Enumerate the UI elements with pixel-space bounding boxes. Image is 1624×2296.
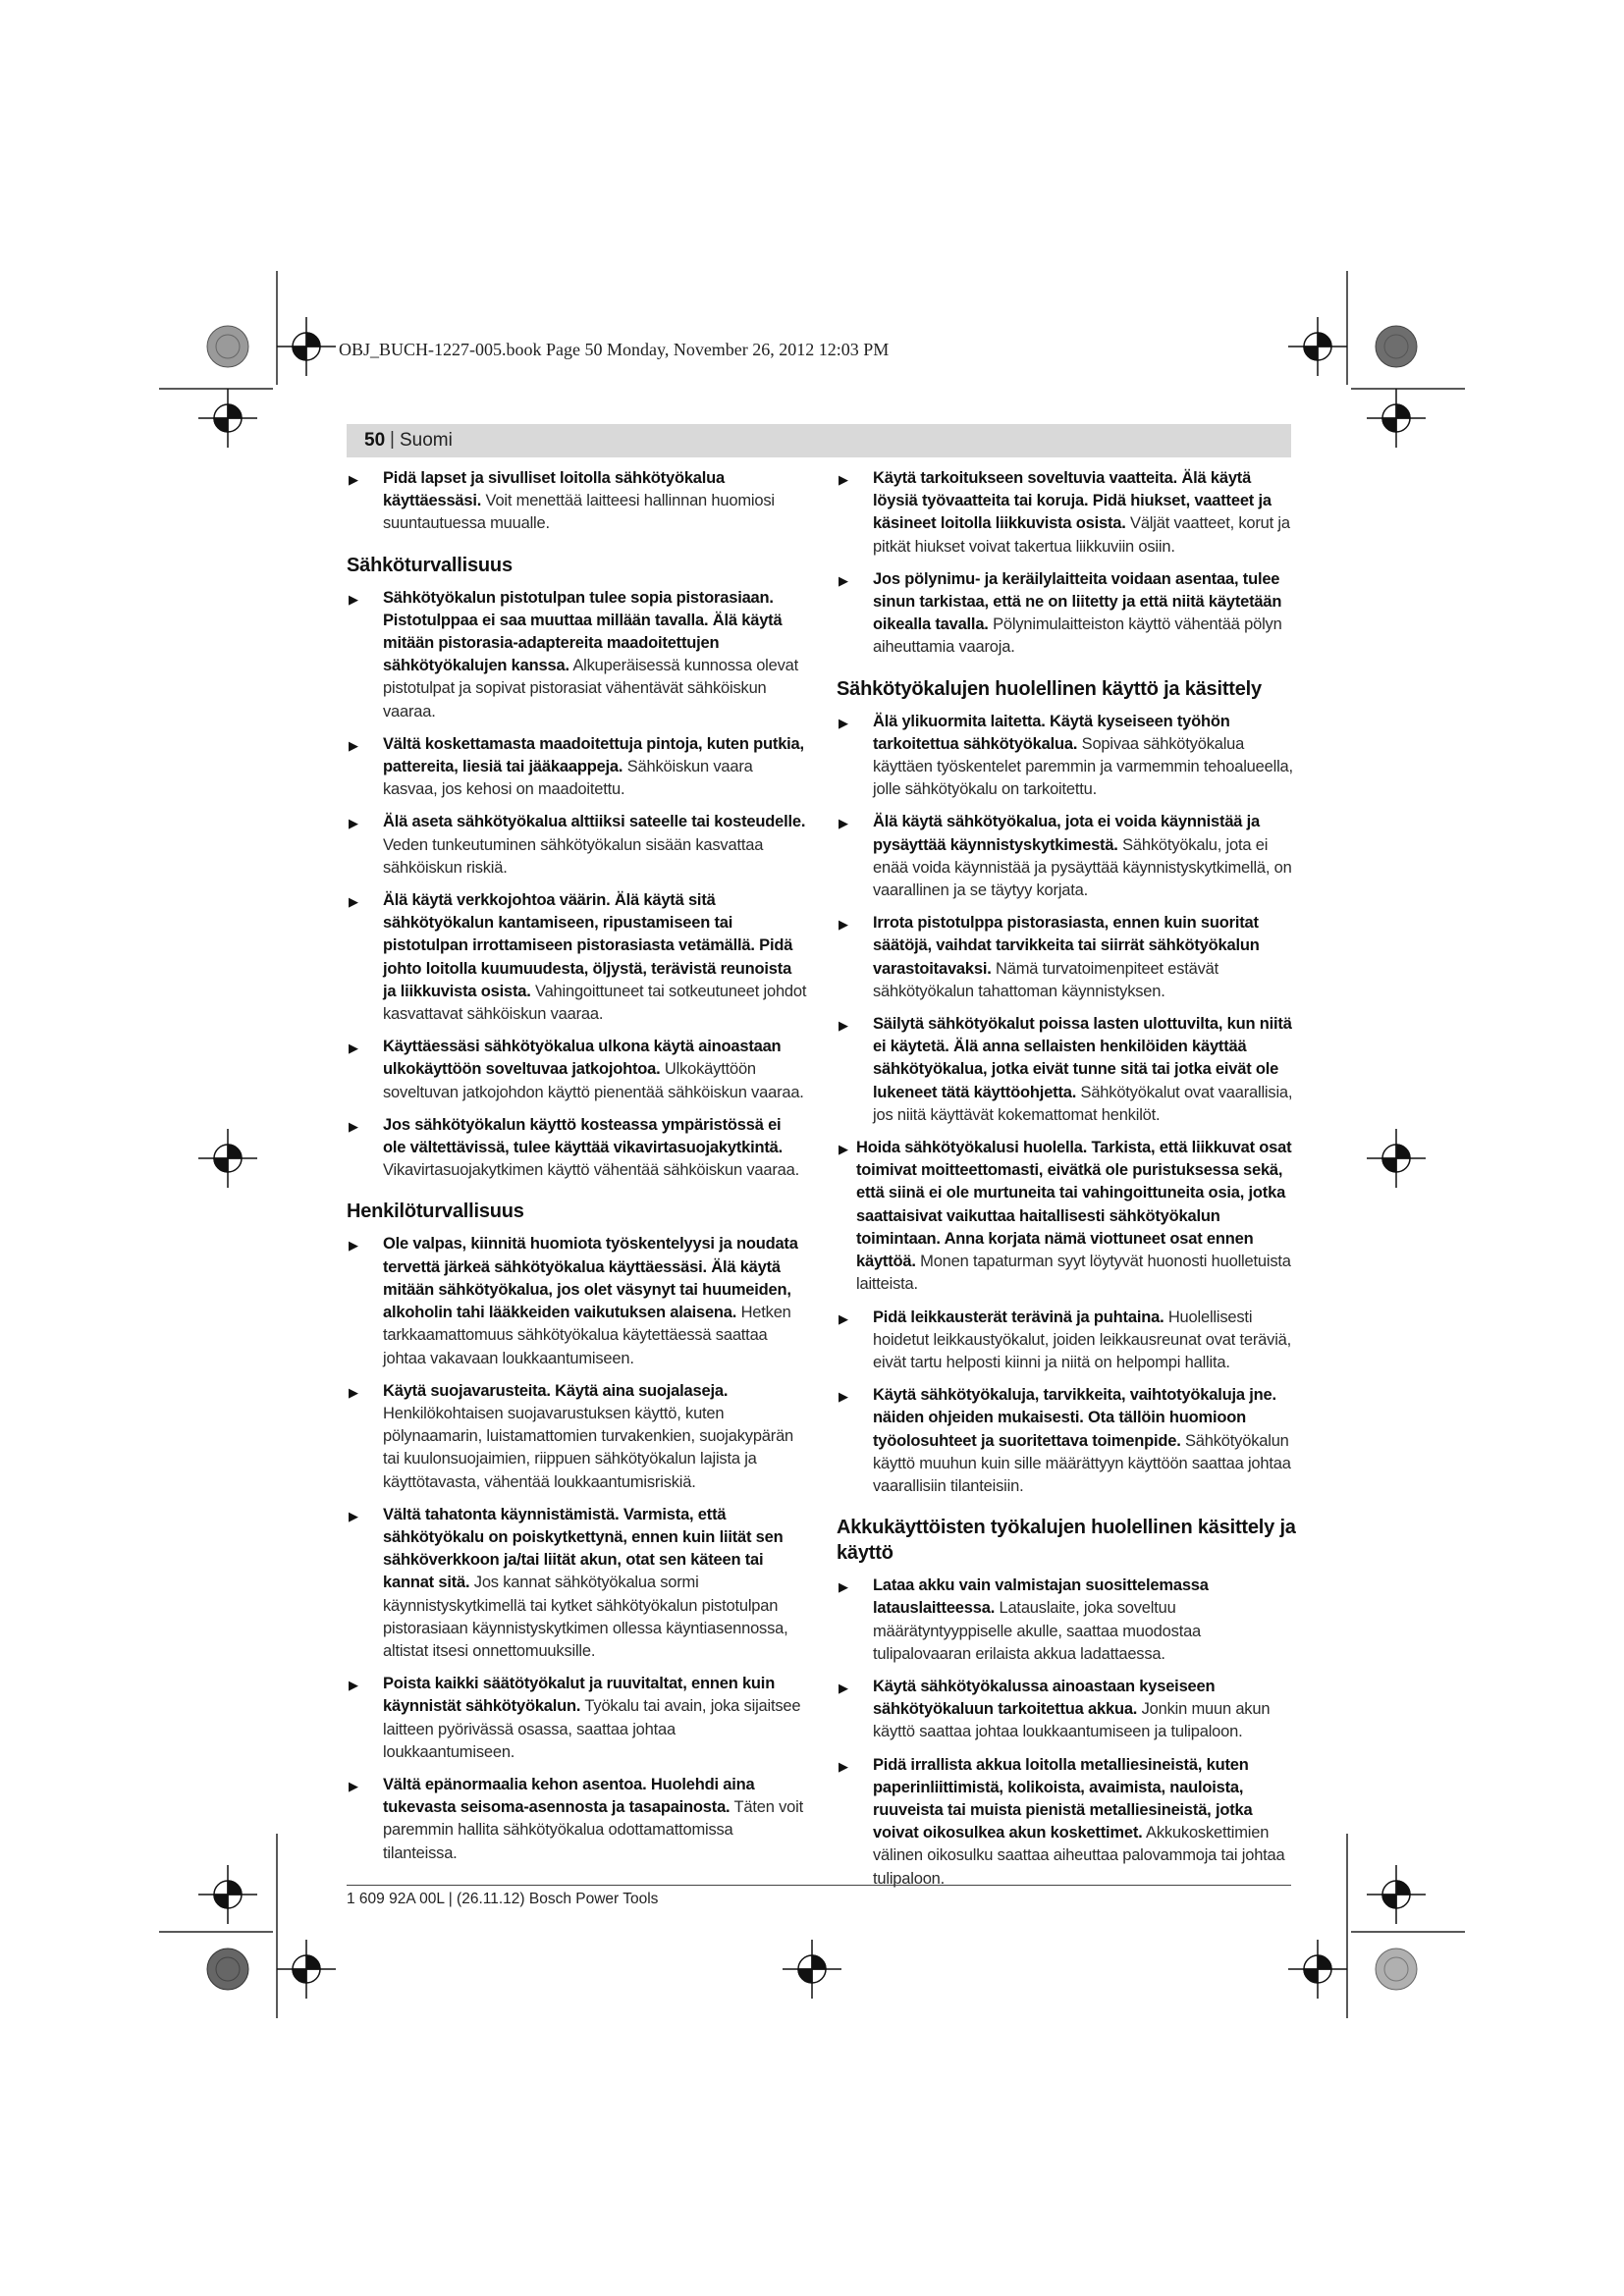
- list-item: ▶ Jos pölynimu- ja keräilylaitteita voidaan asentaa, tulee sinun tarkistaa, että ne on liitetty ja että niitä käytetään oikealla tavalla. Pölynimulaitteiston käyttö vähentää pölyn aiheuttamia vaaroja.: [839, 569, 1282, 657]
- list-item: ▶ Sähkötyökalun pistotulpan tulee sopia pistorasiaan. Pistotulppaa ei saa muuttaa millään tavalla. Älä käytä mitään pistorasia-adaptereita maadoitettujen sähkötyökalujen kanssa. Alkuperäisessä kunnossa olevat pistotulpat ja sopivat pistorasiat vähentävät sähköiskun vaaraa.: [349, 588, 799, 721]
- list-item: ▶ Älä käytä verkkojohtoa väärin. Älä käytä sitä sähkötyökalun kantamiseen, ripustamiseen tai pistotulpan irrottamiseen pistorasiasta vetämällä. Pidä johto loitolla kuumuudesta, öljystä, terävistä reunoista ja liikkuvista osista. Vahingoittuneet tai sotkeutuneet johdot kasvattavat sähköiskun vaaraa.: [349, 891, 807, 1024]
- print-slug: OBJ_BUCH-1227-005.book Page 50 Monday, November 26, 2012 12:03 PM: [339, 340, 890, 359]
- list-item: ▶ Hoida sähkötyökalusi huolella. Tarkista, että liikkuvat osat toimivat moitteettomasti, eivätkä ole puristuksessa sekä, että siinä ei ole murtuneita tai vahingoittuneita osia, jotka saattaisivat vaikuttaa haitallisesti sähkötyökalun toimintaan. Anna korjata nämä viottuneet osat ennen käyttöä. Monen tapaturman syyt löytyvät huonosti huolletuista laitteista.: [839, 1139, 1292, 1294]
- list-item: ▶ Pidä lapset ja sivulliset loitolla sähkötyökalua käyttäessäsi. Voit menettää laitteesi hallinnan huomiosi suuntautuessa muualle.: [349, 469, 775, 533]
- bullet-triangle-icon: ▶: [839, 917, 848, 933]
- footer-divider: [347, 1885, 1291, 1886]
- list-item: ▶ Vältä tahatonta käynnistämistä. Varmista, että sähkötyökalu on poiskytkettynä, ennen kuin liität sen sähköverkkoon ja/tai liität akun, otat sen käteen tai kannat sitä. Jos kannat sähkötyökalua sormi käynnistyskytkimellä tai kytket sähkötyökalun pistotulpan pistorasiaan käynnistyskytkimen ollessa käyntiasennossa, altistat itsesi onnettomuuksille.: [349, 1505, 788, 1660]
- list-item: ▶ Vältä epänormaalia kehon asentoa. Huolehdi aina tukevasta seisoma-asennosta ja tasapainosta. Täten voit paremmin hallita sähkötyökalua odottamattomissa tilanteissa.: [349, 1775, 804, 1862]
- list-item: ▶ Jos sähkötyökalun käyttö kosteassa ympäristössä ei ole vältettävissä, tulee käyttää vikavirtasuojakytkintä. Vikavirtasuojakytkimen käyttö vähentää sähköiskun vaaraa.: [349, 1115, 799, 1180]
- bullet-triangle-icon: ▶: [349, 1238, 358, 1254]
- bullet-triangle-icon: ▶: [349, 1384, 358, 1400]
- section-heading: Henkilöturvallisuus: [347, 1201, 524, 1223]
- list-item: ▶ Älä käytä sähkötyökalua, jota ei voida käynnistää ja pysäyttää käynnistyskytkimestä. Sähkötyökalu, jota ei enää voida käynnistää ja pysäyttää käynnistyskytkimellä, on vaarallinen ja se täytyy korjata.: [839, 813, 1292, 900]
- section-heading: Sähköturvallisuus: [347, 554, 513, 576]
- bullet-triangle-icon: ▶: [349, 472, 358, 487]
- bullet-triangle-icon: ▶: [839, 1018, 848, 1034]
- list-item: ▶ Pidä leikkausterät terävinä ja puhtaina. Huolellisesti hoidetut leikkaustyökalut, joiden leikkausreunat ovat teräviä, eivät tartu helposti kiinni ja niitä on helpompi hallita.: [839, 1308, 1292, 1371]
- left-column: [347, 467, 808, 1875]
- list-item: ▶ Käytä sähkötyökaluja, tarvikkeita, vaihtotyökaluja jne. näiden ohjeiden mukaisesti. Ota tällöin huomioon työolosuhteet ja suoritettava toimenpide. Sähkötyökalun käyttö muuhun kuin sille määrättyyn käyttöön saattaa johtaa vaarallisiin tilanteisiin.: [839, 1386, 1291, 1495]
- page-number: 50: [364, 430, 386, 451]
- list-item: ▶ Käytä sähkötyökalussa ainoastaan kyseiseen sähkötyökaluun tarkoitettua akkua. Jonkin muun akun käyttö saattaa johtaa loukkaantumiseen ja tulipaloon.: [839, 1677, 1271, 1741]
- list-item: ▶ Käytä suojavarusteita. Käytä aina suojalaseja. Henkilökohtaisen suojavarustuksen käyttö, kuten pölynaamarin, luistamattomien turvakenkien, suojakypärän tai kuulonsuojaimien, riippuen sähkötyökalun lajista ja käyttötavasta, vähentää loukkaantumisriskiä.: [349, 1381, 794, 1491]
- section-heading: Sähkötyökalujen huolellinen käyttö ja käsittely: [837, 677, 1262, 700]
- list-item: ▶ Vältä koskettamasta maadoitettuja pintoja, kuten putkia, pattereita, liesiä tai jääkaappeja. Sähköiskun vaara kasvaa, jos kehosi on maadoitettu.: [349, 734, 804, 799]
- header-language: Suomi: [400, 430, 453, 451]
- bullet-triangle-icon: ▶: [349, 1778, 358, 1793]
- bullet-triangle-icon: ▶: [839, 1389, 848, 1405]
- bullet-triangle-icon: ▶: [349, 1508, 358, 1523]
- bullet-triangle-icon: ▶: [349, 591, 358, 607]
- bullet-triangle-icon: ▶: [349, 1041, 358, 1056]
- bullet-triangle-icon: ▶: [839, 1579, 848, 1595]
- list-item: ▶ Pidä irrallista akkua loitolla metalliesineistä, kuten paperinliittimistä, kolikoista, avaimista, nauloista, ruuveista tai muista pienistä metalliesineistä, jotka voivat oikosulkea akun koskettimet. Akkukoskettimien välinen oikosulku saattaa aiheuttaa palovammoja tai johtaa tulipaloon.: [839, 1755, 1285, 1888]
- list-item: ▶ Poista kaikki säätötyökalut ja ruuvitaltat, ennen kuin käynnistät sähkötyökalun. Työkalu tai avain, joka sijaitsee laitteen pyörivässä osassa, saattaa johtaa loukkaantumiseen.: [349, 1675, 801, 1761]
- list-item: ▶ Älä aseta sähkötyökalua alttiiksi sateelle tai kosteudelle. Veden tunkeutuminen sähkötyökalun sisään kasvattaa sähköiskun riskiä.: [349, 813, 806, 877]
- bullet-triangle-icon: ▶: [839, 572, 848, 588]
- footer-text: 1 609 92A 00L | (26.11.12) Bosch Power Tools: [347, 1891, 659, 1907]
- bullet-triangle-icon: ▶: [839, 1310, 848, 1326]
- bullet-triangle-icon: ▶: [349, 894, 358, 910]
- bullet-triangle-icon: ▶: [839, 472, 848, 487]
- bullet-triangle-icon: ▶: [839, 816, 848, 831]
- list-item: ▶ Säilytä sähkötyökalut poissa lasten ulottuvilta, kun niitä ei käytetä. Älä anna sellaisten henkilöiden käyttää sähkötyökalua, jotka eivät tunne sitä tai jotka eivät ole lukeneet tätä käyttöohjetta. Sähkötyökalut ovat vaarallisia, jos niitä käyttävät kokemattomat henkilöt.: [839, 1015, 1293, 1124]
- list-item: ▶ Ole valpas, kiinnitä huomiota työskentelyysi ja noudata tervettä järkeä sähkötyökalua käyttäessäsi. Älä käytä mitään sähkötyökalua, jos olet väsynyt tai huumeiden, alkoholin tahi lääkkeiden vaikutuksen alaisena. Hetken tarkkaamattomuus sähkötyökalua käytettäessä saattaa johtaa vakavaan loukkaantumiseen.: [349, 1235, 798, 1367]
- list-item: ▶ Käyttäessäsi sähkötyökalua ulkona käytä ainoastaan ulkokäyttöön soveltuvaa jatkojohtoa. Ulkokäyttöön soveltuvan jatkojohdon käyttö pienentää sähköiskun vaaraa.: [349, 1038, 804, 1101]
- right-column: [837, 467, 1298, 1900]
- header-separator: |: [390, 429, 395, 450]
- bullet-triangle-icon: ▶: [839, 1758, 848, 1774]
- list-item: ▶ Älä ylikuormita laitetta. Käytä kyseiseen työhön tarkoitettua sähkötyökalua. Sopivaa sähkötyökalua käyttäen työskentelet paremmin ja varmemmin tehoalueella, jolle sähkötyökalu on tarkoitettu.: [839, 712, 1293, 799]
- list-item: ▶ Irrota pistotulppa pistorasiasta, ennen kuin suoritat säätöjä, vaihdat tarvikkeita tai siirrät sähkötyökalun varastoitavaksi. Nämä turvatoimenpiteet estävät sähkötyökalun tahattoman käynnistyksen.: [839, 914, 1260, 1000]
- bullet-triangle-icon: ▶: [349, 1118, 358, 1134]
- bullet-triangle-icon: ▶: [349, 737, 358, 753]
- bullet-triangle-icon: ▶: [349, 1678, 358, 1693]
- running-header: [347, 424, 1291, 457]
- list-item: ▶ Käytä tarkoitukseen soveltuvia vaatteita. Älä käytä löysiä työvaatteita tai koruja. Pidä hiukset, vaatteet ja käsineet loitolla liikkuvista osista. Väljät vaatteet, korut ja pitkät hiukset voivat takertua liikkuviin osiin.: [839, 469, 1290, 556]
- bullet-triangle-icon: ▶: [839, 1680, 848, 1695]
- bullet-triangle-icon: ▶: [349, 816, 358, 831]
- bullet-triangle-icon: ▶: [839, 1142, 848, 1157]
- list-item: ▶ Lataa akku vain valmistajan suosittelemassa latauslaitteessa. Latauslaite, joka soveltuu määrätyntyyppiselle akulle, saattaa muodostaa tulipalovaaran erilaista akkua ladattaessa.: [839, 1576, 1209, 1663]
- section-heading: Akkukäyttöisten työkalujen huolellinen käsittely ja käyttö: [837, 1517, 1296, 1565]
- bullet-triangle-icon: ▶: [839, 715, 848, 730]
